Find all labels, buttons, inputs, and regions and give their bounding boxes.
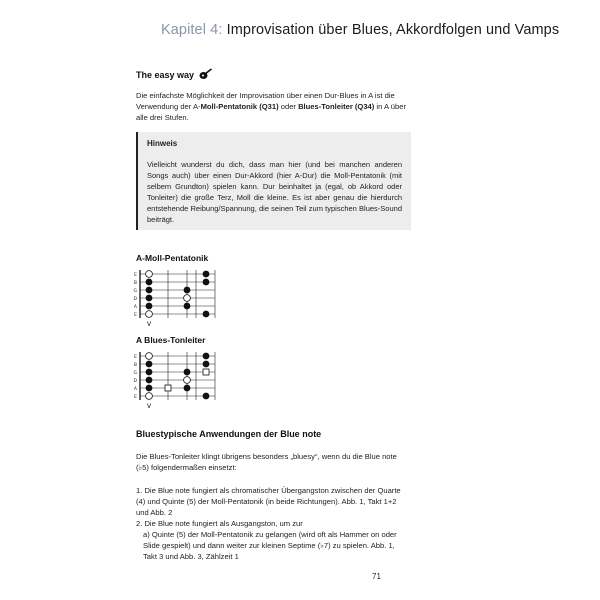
note — [203, 353, 210, 360]
blues-scale-fretboard — [128, 348, 228, 412]
easy-way-heading — [136, 68, 213, 80]
blue-note — [165, 385, 171, 391]
note — [203, 393, 210, 400]
diagram1-label: A-Moll-Pentatonik — [136, 253, 209, 263]
easy-way-heading-text: The easy way — [136, 70, 195, 80]
easy-way-text-2: oder — [278, 102, 299, 111]
note — [184, 287, 191, 294]
string-label-4: D — [133, 297, 137, 302]
string-label-6: E — [134, 395, 137, 400]
guitar-icon — [199, 68, 213, 80]
easy-way-text-3: in A über alle drei Stufen. — [136, 102, 406, 122]
string-label-1: E — [134, 355, 137, 360]
chapter-number: Kapitel 4: — [161, 22, 223, 38]
root-note — [184, 295, 191, 302]
easy-way-text-1: Die einfachste Möglichkeit der Improvisation über einen Dur-Blues in A ist die Verwendung der A- — [136, 91, 395, 111]
string-label-6: E — [134, 313, 137, 318]
note — [146, 295, 153, 302]
string-label-5: A — [133, 387, 137, 392]
page-number: 71 — [372, 572, 381, 581]
blue-note-intro: Die Blues-Tonleiter klingt übrigens besonders „bluesy“, wenn du die Blue note (♭5) folgendermaßen einsetzt: — [136, 452, 397, 472]
note — [146, 369, 153, 376]
string-label-2: B — [133, 281, 137, 286]
note — [184, 303, 191, 310]
string-label-4: D — [133, 379, 137, 384]
note — [184, 385, 191, 392]
list-item-1: 1. Die Blue note fungiert als chromatischer Übergangston zwischen der Quarte (4) und Quinte (5) der Moll-Pentatonik (in beide Richtungen). Abb. 1, Takt 1+2 und Abb. 2 — [136, 486, 401, 517]
note — [203, 311, 210, 318]
note — [146, 287, 153, 294]
note — [146, 385, 153, 392]
position-marker: V — [146, 321, 152, 328]
note — [203, 361, 210, 368]
diagram2-label: A Blues-Tonleiter — [136, 335, 206, 345]
root-note — [146, 311, 153, 318]
chapter-heading — [161, 22, 559, 38]
note — [203, 279, 210, 286]
note — [203, 271, 210, 278]
string-label-3: G — [133, 289, 137, 294]
position-marker: V — [146, 403, 152, 410]
string-label-5: A — [133, 305, 137, 310]
root-note — [146, 393, 153, 400]
blue-note — [203, 369, 209, 375]
pentatonic-fretboard — [128, 266, 228, 330]
note — [146, 377, 153, 384]
hint-box — [136, 132, 411, 230]
root-note — [146, 271, 153, 278]
hint-body: Vielleicht wunderst du dich, dass man hier (und bei manchen anderen Songs auch) über einen Dur-Akkord (hier A-Dur) die Moll-Pentatonik (mit selbem Grundton) spielen kann. Dur beinhaltet ja (egal, ob Akkord oder Tonleiter) die große Terz, Moll die kleine. Es ist aber genau die hierdurch entstehende Reibung/Spannung, die seinen Teil zum typischen Blues-Sound beiträgt. — [147, 160, 402, 224]
list-item-2a: a) Quinte (5) der Moll-Pentatonik zu gelangen (wird oft als Hammer on oder Slide gespielt) und dann weiter zur kleinen Septime (♭7) zu spielen. Abb. 1, Takt 3 und Abb. 3, Zählzeit 1 — [143, 530, 397, 561]
note — [146, 279, 153, 286]
root-note — [184, 377, 191, 384]
note — [146, 361, 153, 368]
string-label-1: E — [134, 273, 137, 278]
root-note — [146, 353, 153, 360]
blue-note-heading: Bluestypische Anwendungen der Blue note — [136, 429, 322, 439]
hint-title: Hinweis — [147, 139, 178, 148]
easy-way-paragraph — [136, 90, 408, 123]
list-item-2: 2. Die Blue note fungiert als Ausgangston, um zur — [136, 519, 303, 528]
blue-note-list — [136, 485, 408, 562]
string-label-2: B — [133, 363, 137, 368]
string-label-3: G — [133, 371, 137, 376]
chapter-title: Improvisation über Blues, Akkordfolgen und Vamps — [226, 22, 560, 38]
note — [146, 303, 153, 310]
note — [184, 369, 191, 376]
moll-pentatonik-ref: Moll-Pentatonik (Q31) — [200, 102, 279, 111]
blues-tonleiter-ref: Blues-Tonleiter (Q34) — [298, 102, 375, 111]
